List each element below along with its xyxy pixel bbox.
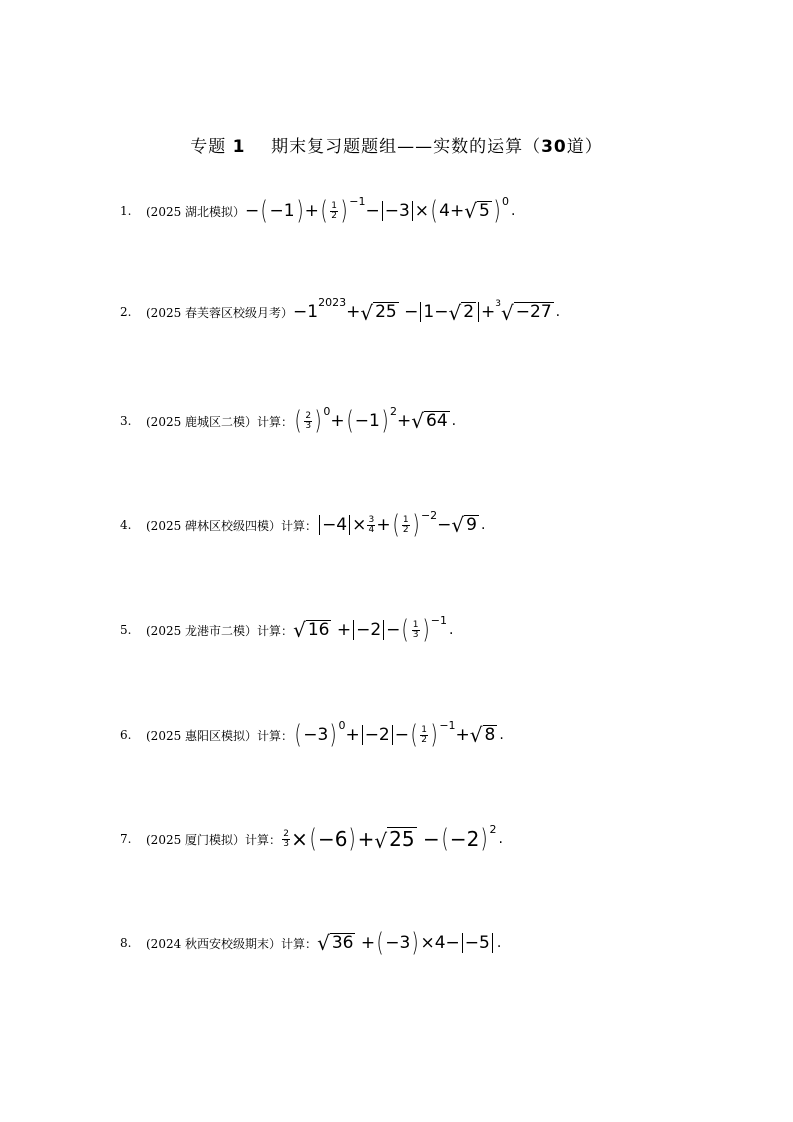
- question-number: 5.: [120, 623, 132, 637]
- question-expression: ( $\frac{2}{3}$ ) 0 + ( −1 ) 2 + √ 64 .: [294, 404, 457, 436]
- title-count: 30: [541, 137, 567, 157]
- title-prefix: 专题: [190, 137, 227, 157]
- page-title: [0, 132, 793, 157]
- question-expression: √ 16 + −2 − ( $\frac{1}{3}$ ) −1 .: [293, 613, 454, 645]
- question-lead: 计算：: [245, 832, 282, 847]
- title-suffix: 道）: [566, 137, 603, 157]
- question-source: (2025 鹿城区二模）: [146, 414, 258, 429]
- question-3: [120, 404, 457, 436]
- question-expression: − ( −1 ) + ( $\frac{1}{2}$ ) −1 − −3 × ( 4+ √ 5 ) 0 .: [245, 194, 516, 226]
- question-source: (2025 惠阳区模拟）: [146, 728, 258, 743]
- question-number: 4.: [120, 518, 132, 532]
- question-5: [120, 613, 454, 645]
- question-lead: 计算：: [281, 936, 318, 951]
- question-number: 8.: [120, 936, 132, 950]
- title-main: 期末复习题题组——实数的运算（: [271, 137, 542, 157]
- question-7: [120, 822, 503, 854]
- question-8: [120, 930, 501, 956]
- question-source: (2025 龙港市二模）: [146, 623, 258, 638]
- question-number: 7.: [120, 832, 132, 846]
- question-source: (2025 湖北模拟）: [146, 204, 246, 219]
- question-lead: 计算：: [257, 414, 294, 429]
- title-number: 1: [232, 137, 246, 157]
- question-lead: 计算：: [257, 623, 294, 638]
- question-2: [120, 295, 561, 325]
- question-number: 2.: [120, 305, 132, 320]
- question-source: (2024 秋西安校级期末）: [146, 936, 282, 951]
- question-1: [120, 194, 516, 226]
- question-source: (2025 厦门模拟）: [146, 832, 246, 847]
- question-expression: ( −3 ) 0 + −2 − ( $\frac{1}{2}$ ) −1 + √ 8 .: [294, 718, 504, 750]
- question-expression: −1 2023 + √ 25 − 1− √ 2 + 3 √ −27 .: [293, 295, 561, 325]
- question-number: 1.: [120, 204, 132, 218]
- question-lead: 计算：: [281, 518, 318, 533]
- question-source: (2025 碑林区校级四模）: [146, 518, 282, 533]
- question-4: [120, 508, 486, 540]
- question-expression: −4 × $\frac{3}{4}$ + ( $\frac{1}{2}$ ) −2 − √ 9 .: [317, 512, 485, 538]
- question-expression: √ 36 + ( −3 ) ×4− −5 .: [317, 928, 502, 958]
- question-number: 3.: [120, 414, 132, 428]
- question-number: 6.: [120, 728, 132, 742]
- question-expression: $\frac{2}{3}$ × ( −6 ) + √ 25 − ( −2 ) 2 .: [283, 822, 503, 854]
- question-6: [120, 718, 504, 750]
- question-lead: 计算：: [257, 728, 294, 743]
- question-source: (2025 春芙蓉区校级月考）: [146, 305, 294, 320]
